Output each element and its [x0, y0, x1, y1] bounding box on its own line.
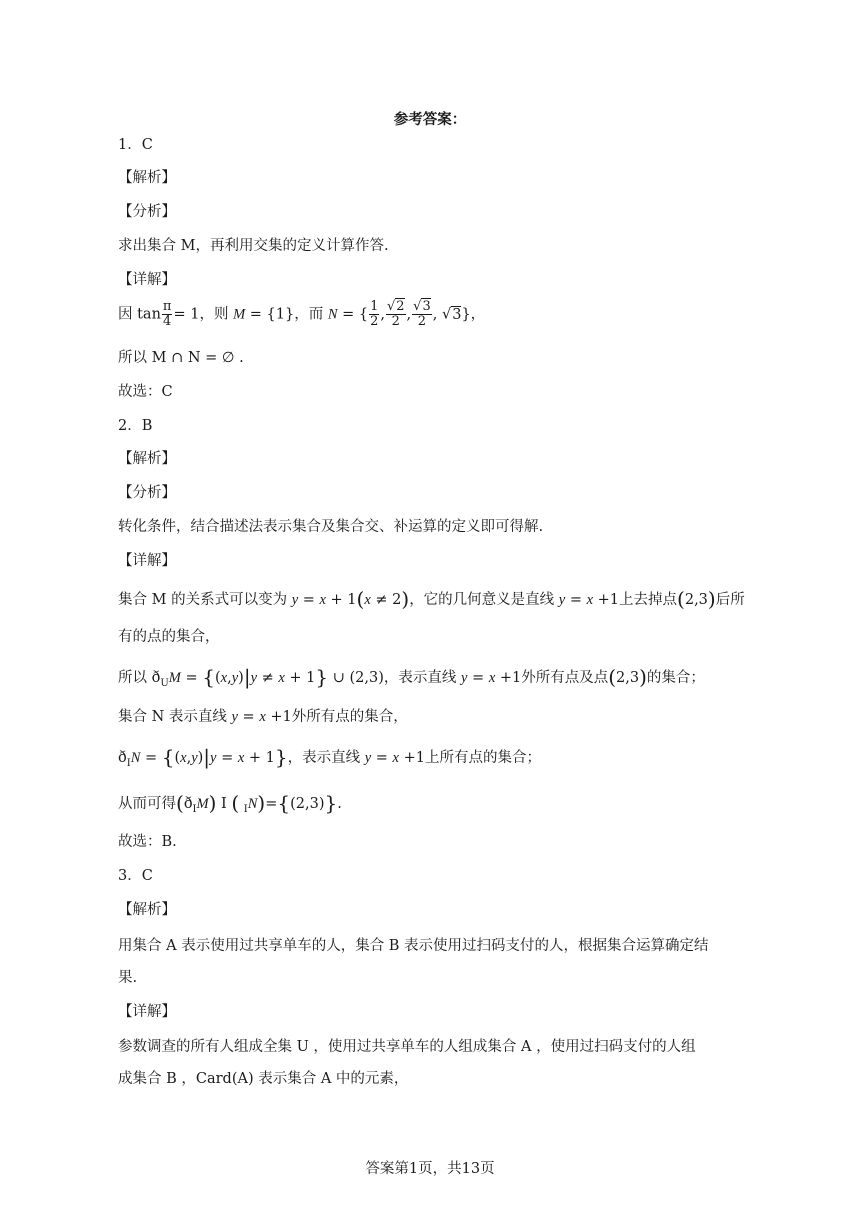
- q2-detail-line2: 有的点的集合，: [118, 629, 220, 645]
- q2-jiexi-label: 【解析】: [118, 451, 176, 467]
- q1-xiangjie-label: 【详解】: [118, 272, 176, 288]
- q1-detail-line2: 所以 M ∩ N = ∅ .: [118, 350, 244, 366]
- q3-analysis-line1: 用集合 A 表示使用过共享单车的人，集合 B 表示使用过扫码支付的人，根据集合运算确定结: [118, 938, 709, 954]
- q2-detail-line3: 所以 $ð_UM = \{(x,y)|y \ne x + 1\}$ ∪ (2,3)，表示直线 y = x +1外所有点及点(2,3)的集合；: [118, 665, 705, 689]
- page-footer: 答案第1页，共13页: [365, 1161, 495, 1177]
- q3-detail-line2: 成集合 B ，Card(A) 表示集合 A 中的元素，: [118, 1071, 409, 1087]
- q2-fenxi-label: 【分析】: [118, 485, 176, 501]
- q2-xiangjie-label: 【详解】: [118, 553, 176, 569]
- q3-xiangjie-label: 【详解】: [118, 1004, 176, 1020]
- q1-jiexi-label: 【解析】: [118, 170, 176, 186]
- q2-analysis: 转化条件，结合描述法表示集合及集合交、补运算的定义即可得解.: [118, 519, 544, 535]
- q3-detail-line1: 参数调查的所有人组成全集 U ，使用过共享单车的人组成集合 A ，使用过扫码支付的人组: [118, 1039, 696, 1055]
- q1-fenxi-label: 【分析】: [118, 204, 176, 220]
- q1-answer: 故选：C: [118, 384, 173, 400]
- q2-answer: 故选：B.: [118, 834, 177, 850]
- q2-detail-line1: 集合 M 的关系式可以变为 y = x + 1(x ≠ 2)，它的几何意义是直线 y = x +1上去掉点(2,3)后所: [118, 587, 745, 611]
- q1-detail-line1: 因 tan $\frac{\pi}{4}$ = 1，则 M = {1}，而 N = { $\frac{1}{2}$ , $\frac{√2}{2}$ , $\frac{√3}{2}$ , √3}，: [118, 299, 486, 329]
- q3-analysis-line2: 果.: [118, 970, 138, 986]
- q2-detail-line6: 从而可得$(ð_IM)$ I ( $_I$N)={(2,3)}.: [118, 791, 342, 815]
- q2-number: 2．B: [118, 418, 153, 434]
- q2-detail-line4: 集合 N 表示直线 y = x +1外所有点的集合，: [118, 709, 408, 725]
- q3-number: 3．C: [118, 868, 153, 884]
- q2-detail-line5: $ð_IN = \{(x,y)|y = x + 1\}$，表示直线 y = x +1上所有点的集合；: [118, 745, 541, 769]
- q1-analysis: 求出集合 M，再利用交集的定义计算作答.: [118, 238, 389, 254]
- q3-jiexi-label: 【解析】: [118, 902, 176, 918]
- q1-number: 1．C: [118, 137, 153, 153]
- page-title: 参考答案：: [393, 111, 467, 128]
